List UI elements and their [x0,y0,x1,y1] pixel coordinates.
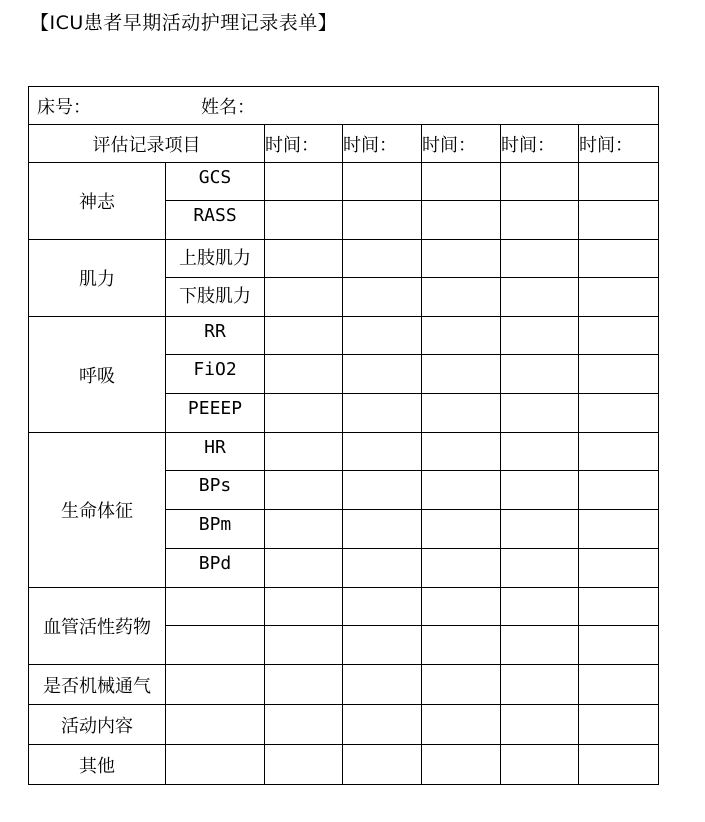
entry-cell[interactable] [343,549,422,588]
entry-cell[interactable] [343,163,422,201]
entry-cell[interactable] [579,394,659,433]
entry-cell[interactable] [501,355,579,394]
group-label: 生命体征 [29,433,166,588]
entry-cell[interactable] [579,745,659,785]
entry-cell[interactable] [422,745,501,785]
entry-cell[interactable] [265,626,343,665]
entry-cell[interactable] [265,433,343,471]
table-row [29,745,659,785]
item-label: RR [166,317,265,355]
entry-cell[interactable] [422,626,501,665]
entry-cell[interactable] [422,665,501,705]
table-row [29,665,659,705]
entry-cell[interactable] [579,549,659,588]
table-row [29,240,659,278]
group-label: 神志 [29,163,166,240]
item-label: BPm [166,510,265,549]
entry-cell[interactable] [422,510,501,549]
time-header: 时间： [343,125,422,163]
entry-cell[interactable] [265,471,343,510]
entry-cell[interactable] [501,433,579,471]
item-label: BPs [166,471,265,510]
entry-cell[interactable] [265,240,343,278]
entry-cell[interactable] [265,201,343,240]
entry-cell[interactable] [265,510,343,549]
group-label: 其他 [29,745,166,785]
entry-cell[interactable] [265,665,343,705]
entry-cell[interactable] [265,355,343,394]
table-row [29,433,659,471]
entry-cell[interactable] [501,163,579,201]
entry-cell[interactable] [501,549,579,588]
entry-cell[interactable] [265,163,343,201]
table-row [29,705,659,745]
entry-cell[interactable] [579,163,659,201]
entry-cell[interactable] [579,510,659,549]
item-label: BPd [166,549,265,588]
entry-cell[interactable] [501,240,579,278]
patient-info-row [29,87,659,125]
entry-cell[interactable] [579,355,659,394]
entry-cell[interactable] [422,705,501,745]
item-label [166,705,265,745]
entry-cell[interactable] [265,278,343,317]
entry-cell[interactable] [422,588,501,626]
item-label [166,588,265,626]
entry-cell[interactable] [343,317,422,355]
item-label: 上肢肌力 [166,240,265,278]
group-label: 活动内容 [29,705,166,745]
item-label [166,745,265,785]
item-label: HR [166,433,265,471]
entry-cell[interactable] [265,549,343,588]
entry-cell[interactable] [343,510,422,549]
entry-cell[interactable] [501,471,579,510]
assessment-item-header: 评估记录项目 [29,125,265,163]
bed-number-label: 床号： [37,96,91,118]
time-header: 时间： [265,125,343,163]
entry-cell[interactable] [343,278,422,317]
entry-cell[interactable] [501,394,579,433]
patient-name-label: 姓名： [201,96,255,118]
entry-cell[interactable] [501,665,579,705]
entry-cell[interactable] [501,705,579,745]
entry-cell[interactable] [579,278,659,317]
entry-cell[interactable] [579,665,659,705]
table-row [29,163,659,201]
entry-cell[interactable] [579,705,659,745]
entry-cell[interactable] [343,471,422,510]
group-label: 血管活性药物 [29,588,166,665]
item-label: 下肢肌力 [166,278,265,317]
item-label: GCS [166,163,265,201]
item-label: FiO2 [166,355,265,394]
entry-cell[interactable] [422,163,501,201]
entry-cell[interactable] [265,394,343,433]
entry-cell[interactable] [501,317,579,355]
entry-cell[interactable] [501,745,579,785]
time-header: 时间： [501,125,579,163]
entry-cell[interactable] [422,394,501,433]
item-label [166,665,265,705]
entry-cell[interactable] [579,626,659,665]
entry-cell[interactable] [422,240,501,278]
entry-cell[interactable] [579,240,659,278]
group-label: 是否机械通气 [29,665,166,705]
entry-cell[interactable] [579,471,659,510]
table-row [29,317,659,355]
entry-cell[interactable] [422,317,501,355]
item-label [166,626,265,665]
entry-cell[interactable] [422,355,501,394]
entry-cell[interactable] [343,745,422,785]
entry-cell[interactable] [422,433,501,471]
entry-cell[interactable] [579,201,659,240]
form-title: 【ICU患者早期活动护理记录表单】 [30,12,338,34]
entry-cell[interactable] [422,278,501,317]
entry-cell[interactable] [501,588,579,626]
entry-cell[interactable] [422,549,501,588]
entry-cell[interactable] [343,355,422,394]
entry-cell[interactable] [343,588,422,626]
entry-cell[interactable] [265,745,343,785]
entry-cell[interactable] [579,317,659,355]
table-row [29,588,659,626]
group-label: 肌力 [29,240,166,317]
entry-cell[interactable] [579,433,659,471]
record-table [28,86,659,785]
time-header: 时间： [579,125,659,163]
entry-cell[interactable] [579,588,659,626]
entry-cell[interactable] [501,510,579,549]
entry-cell[interactable] [501,201,579,240]
entry-cell[interactable] [265,588,343,626]
entry-cell[interactable] [343,394,422,433]
group-label: 呼吸 [29,317,166,433]
entry-cell[interactable] [501,626,579,665]
entry-cell[interactable] [422,471,501,510]
entry-cell[interactable] [343,433,422,471]
entry-cell[interactable] [343,705,422,745]
item-label: PEEEP [166,394,265,433]
entry-cell[interactable] [343,665,422,705]
entry-cell[interactable] [343,240,422,278]
entry-cell[interactable] [501,278,579,317]
item-label: RASS [166,201,265,240]
entry-cell[interactable] [343,626,422,665]
entry-cell[interactable] [422,201,501,240]
time-header: 时间： [422,125,501,163]
entry-cell[interactable] [343,201,422,240]
entry-cell[interactable] [265,317,343,355]
entry-cell[interactable] [265,705,343,745]
